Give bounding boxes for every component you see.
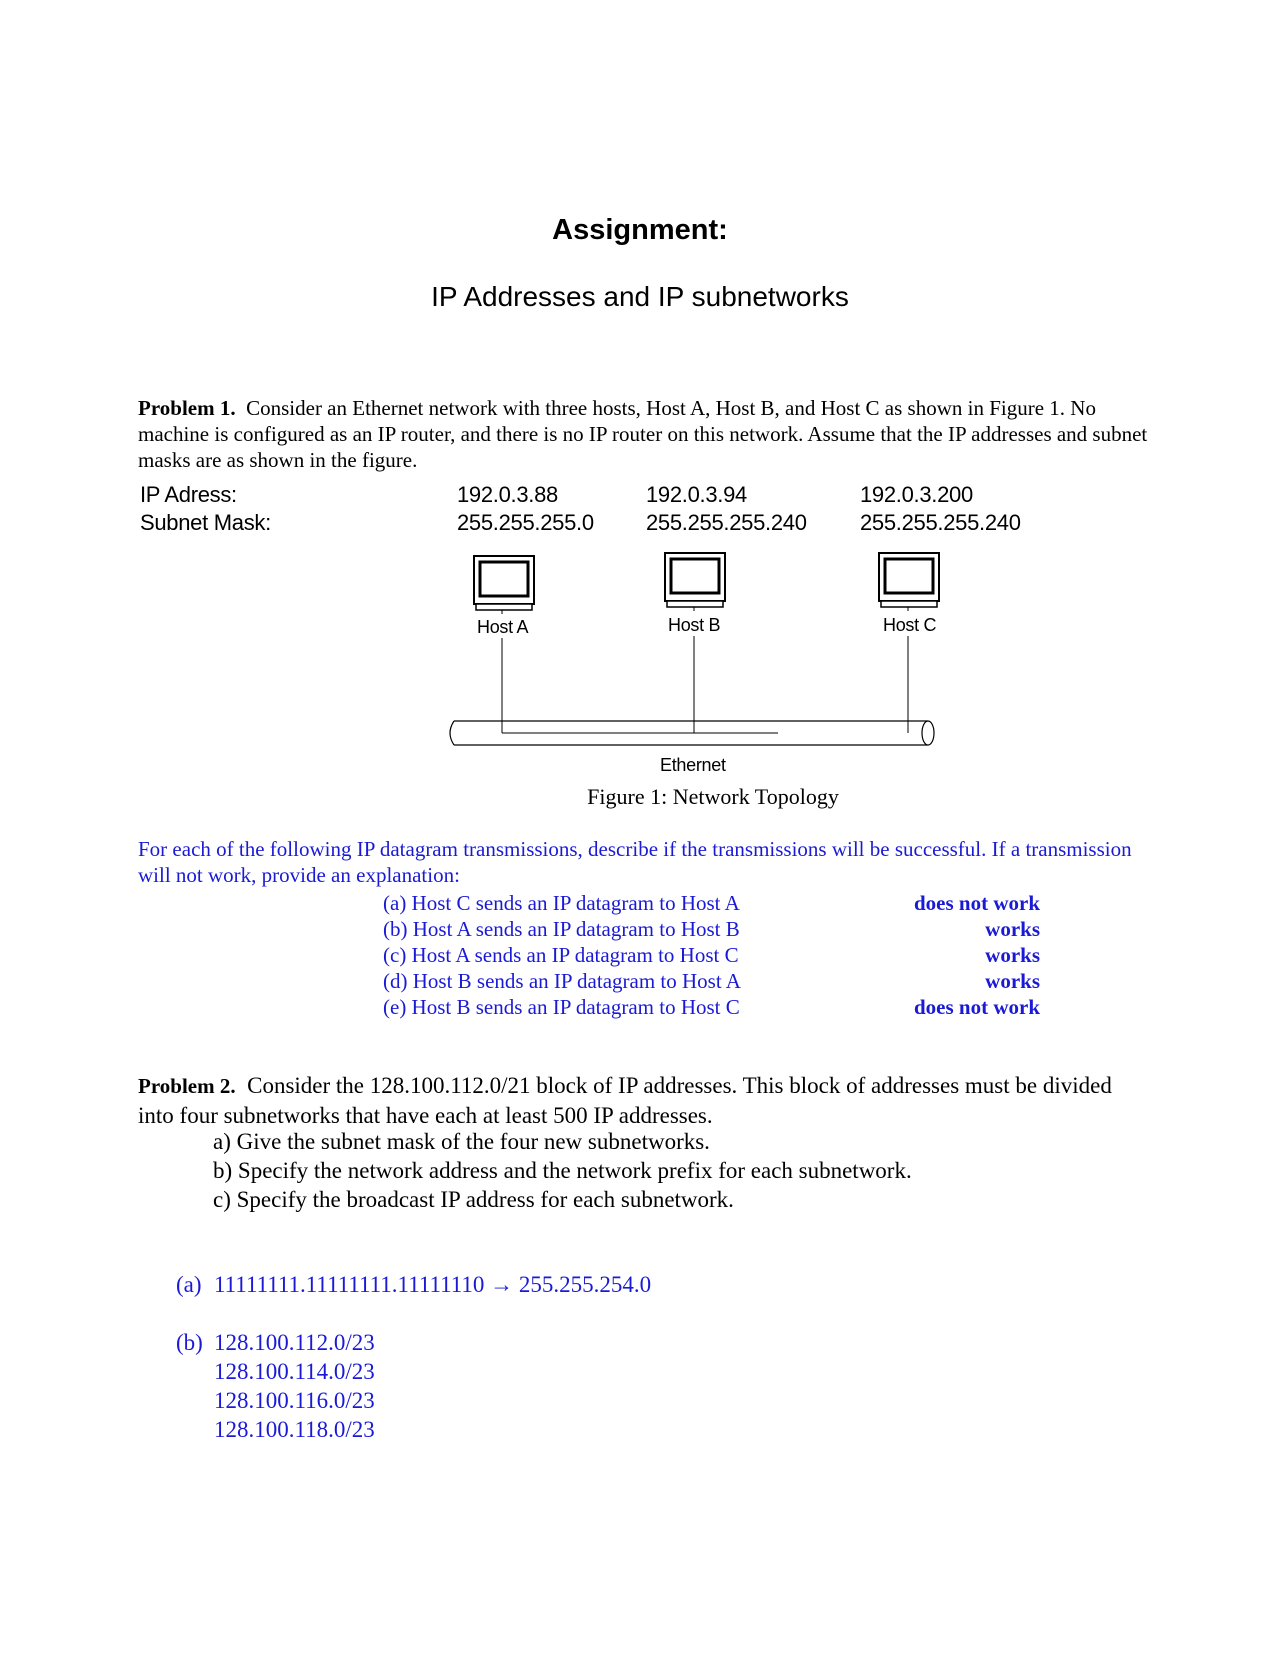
problem-1-label: Problem 1. <box>138 396 236 420</box>
transmission-b-question: (b) Host A sends an IP datagram to Host B <box>383 917 740 941</box>
transmission-d-question: (d) Host B sends an IP datagram to Host A <box>383 969 741 993</box>
document-title: Assignment: <box>552 214 728 246</box>
answer-b-subnet-3: 128.100.116.0/23 <box>214 1388 375 1413</box>
problem-2-item-c: c) Specify the broadcast IP address for each subnetwork. <box>213 1187 734 1212</box>
subnet-mask-label: Subnet Mask: <box>140 510 271 535</box>
problem-2-text: Consider the 128.100.112.0/21 block of IP addresses. This block of addresses must be divided into four subnetworks that have each at least 500 IP addresses. <box>138 1073 1112 1128</box>
answer-b-prefix: (b) <box>176 1330 203 1355</box>
problem-2-label: Problem 2. <box>138 1074 236 1098</box>
answer-b-subnet-4: 128.100.118.0/23 <box>214 1417 375 1442</box>
host-b-computer-icon <box>665 553 725 611</box>
host-c-computer-icon <box>879 553 939 611</box>
host-b-ip: 192.0.3.94 <box>646 482 747 507</box>
transmission-e-answer: does not work <box>913 995 1040 1019</box>
host-a-mask: 255.255.255.0 <box>457 510 594 535</box>
host-b-mask: 255.255.255.240 <box>646 510 807 535</box>
host-a-label: Host A <box>477 617 529 637</box>
transmission-instructions: For each of the following IP datagram transmissions, describe if the transmissions will be successful. If a transmission will not work, provide an explanation: <box>138 837 1132 887</box>
host-c-ip: 192.0.3.200 <box>860 482 973 507</box>
ethernet-bus <box>450 721 934 745</box>
transmission-a-answer: does not work <box>913 891 1040 915</box>
transmission-d-answer: works <box>985 969 1040 993</box>
host-c-mask: 255.255.255.240 <box>860 510 1021 535</box>
answer-b-subnet-1: 128.100.112.0/23 <box>214 1330 375 1355</box>
answer-a-prefix: (a) <box>176 1272 202 1297</box>
transmission-c-answer: works <box>985 943 1040 967</box>
answer-b-subnet-2: 128.100.114.0/23 <box>214 1359 375 1384</box>
problem-1-text: Consider an Ethernet network with three hosts, Host A, Host B, and Host C as shown in Figure 1. No machine is configured as an IP router, and there is no IP router on this network. Assume that the IP addresses and subnet masks are as shown in the figure. <box>138 396 1148 472</box>
figure-caption: Figure 1: Network Topology <box>587 784 839 809</box>
ethernet-label: Ethernet <box>660 755 726 775</box>
transmission-c-question: (c) Host A sends an IP datagram to Host C <box>383 943 739 967</box>
problem-2-paragraph <box>138 1071 1148 1130</box>
problem-1-paragraph <box>138 395 1148 473</box>
problem-2-item-a: a) Give the subnet mask of the four new subnetworks. <box>213 1129 710 1154</box>
host-a-computer-icon <box>474 556 534 614</box>
document-subtitle: IP Addresses and IP subnetworks <box>431 281 849 312</box>
network-topology-diagram <box>0 540 1280 770</box>
transmission-e-question: (e) Host B sends an IP datagram to Host C <box>383 995 740 1019</box>
transmission-a-question: (a) Host C sends an IP datagram to Host A <box>383 891 740 915</box>
transmission-b-answer: works <box>985 917 1040 941</box>
ip-address-label: IP Adress: <box>140 482 237 507</box>
problem-2-item-b: b) Specify the network address and the network prefix for each subnetwork. <box>213 1158 912 1183</box>
host-a-ip: 192.0.3.88 <box>457 482 558 507</box>
host-b-label: Host B <box>668 615 721 635</box>
answer-a-text: 11111111.11111111.11111110 → 255.255.254.0 <box>214 1272 652 1297</box>
host-c-label: Host C <box>883 615 937 635</box>
